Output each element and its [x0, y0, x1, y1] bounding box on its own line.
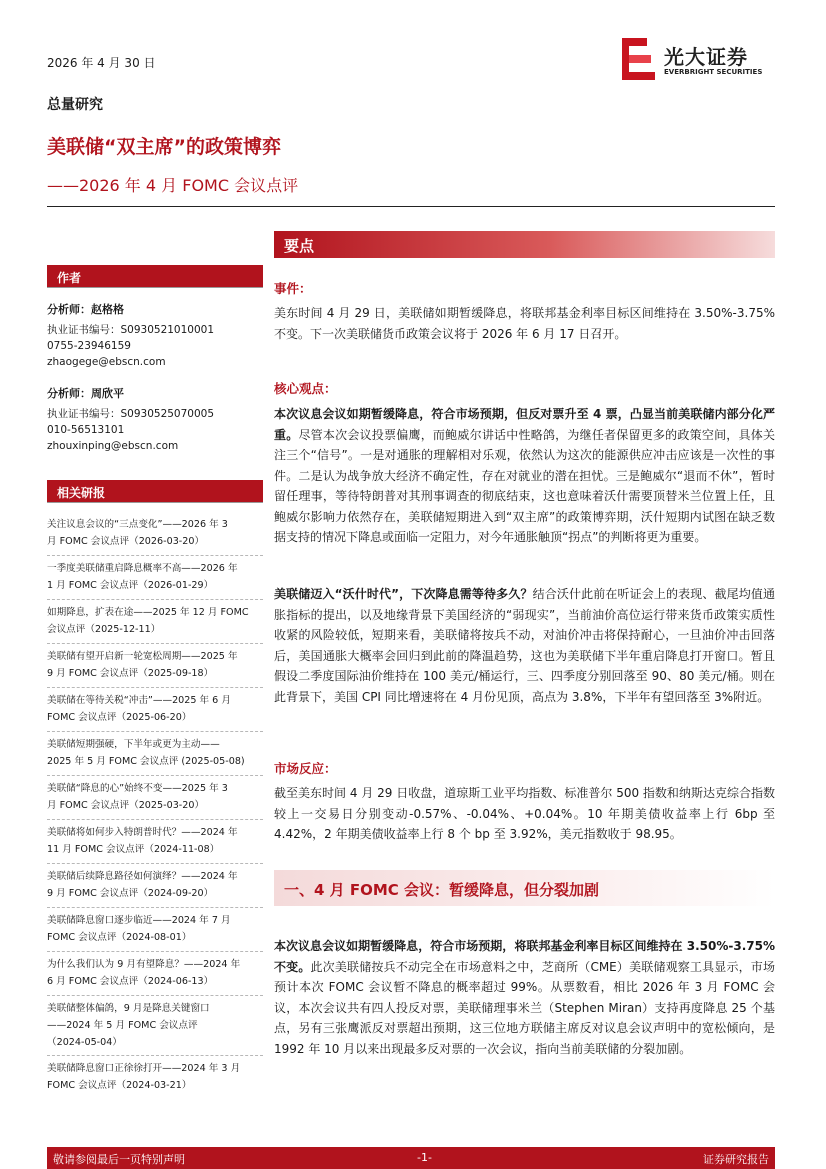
- research-link[interactable]: 美联储将如何步入特朗普时代？——2024 年 11 月 FOMC 会议点评（2024-11-08）: [47, 820, 263, 864]
- research-link[interactable]: 为什么我们认为 9 月有望降息？——2024 年 6 月 FOMC 会议点评（2024-06-13）: [47, 952, 263, 996]
- report-date: 2026 年 4 月 30 日: [47, 56, 156, 70]
- body-paragraph: [274, 936, 775, 1059]
- page-footer: [47, 1147, 775, 1169]
- logo-chinese-name: 光大证券: [664, 45, 748, 69]
- research-link[interactable]: 美联储降息窗口正徐徐打开——2024 年 3 月 FOMC 会议点评（2024-03-21）: [47, 1063, 241, 1091]
- report-subtitle: ——2026 年 4 月 FOMC 会议点评: [47, 176, 299, 195]
- core-views-lead: 本次议息会议如期暂缓降息，符合市场预期，但反对票升至 4 票，凸显当前美联储内部分化严重。: [274, 407, 775, 442]
- body-lead: 本次议息会议如期暂缓降息，符合市场预期，将联邦基金利率目标区间维持在 3.50%-3.75%不变。: [274, 939, 775, 974]
- page-number: -1-: [417, 1151, 432, 1164]
- analyst-name: 分析师：周欣平: [47, 387, 124, 400]
- footer-disclaimer: 敬请参阅最后一页特别声明: [53, 1153, 185, 1166]
- warsh-text: 结合沃什此前在听证会上的表现、截尾均值通胀指标的提出，以及地缘背景下美国经济的“弱现实”，当前油价高位运行带来货币政策实质性收紧的风险较低，短期来看，美联储将按兵不动，对油价冲击将保持耐心，一旦油价冲击回落后，美国通胀大概率会回归到此前的降温趋势，这也为美联储下半年重启降息打开窗口。暂且假设二季度国际油价维持在 100 美元/桶运行，三、四季度分别回落至 90、80 美元/桶。则在此背景下，美国 CPI 同比增速将在 4 月份见顶，高点为 3.8%，下半年有望回落至 3%附近。: [274, 587, 775, 704]
- company-logo: [618, 36, 778, 82]
- analyst-name: 分析师：赵格格: [47, 303, 124, 316]
- research-link[interactable]: 如期降息，扩表在途——2025 年 12 月 FOMC 会议点评（2025-12-11）: [47, 600, 263, 644]
- warsh-paragraph: [274, 584, 775, 707]
- analyst-card: [47, 386, 214, 454]
- research-link[interactable]: 美联储有望开启新一轮宽松周期——2025 年 9 月 FOMC 会议点评（2025-09-18）: [47, 644, 263, 688]
- research-link[interactable]: 一季度美联储重启降息概率不高——2026 年 1 月 FOMC 会议点评（2026-01-29）: [47, 556, 263, 600]
- footer-report-type: 证券研究报告: [703, 1153, 769, 1166]
- logo-english-name: EVERBRIGHT SECURITIES: [664, 68, 763, 76]
- core-views-text: 尽管本次会议投票偏鹰，而鲍威尔讲话中性略鸽，为继任者保留更多的政策空间，具体关注三个“信号”。一是对通胀的理解相对乐观，依然认为这次的能源供应冲击应该是一次性的事件。二是认为战争放大经济不确定性，存在对就业的潜在担忧。三是鲍威尔“退而不休”，暂时留任理事，等待特朗普对其刑事调查的彻底结束，这也意味着沃什需要顶替米兰位置上任，且鲍威尔影响力依然存在，美联储短期进入到“双主席”的政策博弈期，沃什短期内试图在缺乏数据支持的情况下降息或面临一定阻力，对今年通胀触顶“拐点”的判断将更为重要。: [274, 427, 775, 544]
- analyst-phone: 010-56513101: [47, 424, 125, 436]
- analyst-license: 执业证书编号：S0930521010001: [47, 324, 215, 336]
- research-link[interactable]: 美联储后续降息路径如何演绎？——2024 年 9 月 FOMC 会议点评（2024-09-20）: [47, 864, 263, 908]
- report-category: 总量研究: [47, 97, 103, 113]
- analyst-email[interactable]: zhouxinping@ebscn.com: [47, 440, 179, 452]
- research-link[interactable]: 美联储降息窗口逐步临近——2024 年 7 月 FOMC 会议点评（2024-08-01）: [47, 908, 263, 952]
- research-divider: [47, 502, 263, 503]
- report-title: 美联储“双主席”的政策博弈: [47, 136, 281, 158]
- research-link[interactable]: 美联储整体偏鸽，9 月是降息关键窗口 ——2024 年 5 月 FOMC 会议点评 （2024-05-04）: [47, 996, 263, 1056]
- analyst-license: 执业证书编号：S0930525070005: [47, 408, 215, 420]
- keypoints-header: 要点: [274, 231, 775, 258]
- core-views-paragraph: [274, 404, 775, 548]
- chapter-heading: [274, 870, 775, 906]
- related-research-list: [47, 512, 263, 1100]
- market-reaction-label: 市场反应：: [274, 761, 337, 776]
- body-text: 此次美联储按兵不动完全在市场意料之中，芝商所（CME）美联储观察工具显示，市场预计本次 FOMC 会议暂不降息的概率超过 99%。从票数看，相比 2026 年 3 月 FOMC 会议，本次会议共有四人投反对票，美联储理事米兰（Stephen Miran）支持再度降息 25 个基点，另有三张鹰派反对票超出预期，这三位地方联储主席反对议息会议声明中的宽松倾向，是 1992 年 10 月以来出现最多反对票的一次会议，指向当前美联储的分裂加剧。: [274, 959, 775, 1056]
- analyst-card: [47, 302, 214, 370]
- research-link[interactable]: 美联储在等待关税“冲击”——2025 年 6 月 FOMC 会议点评（2025-06-20）: [47, 688, 263, 732]
- related-research-header: 相关研报: [47, 480, 263, 502]
- event-label: 事件：: [274, 281, 312, 296]
- chapter-title: 一、4 月 FOMC 会议：暂缓降息，但分裂加剧: [284, 881, 600, 899]
- market-reaction-paragraph: 截至美东时间 4 月 29 日收盘，道琼斯工业平均指数、标准普尔 500 指数和纳斯达克综合指数较上一交易日分别变动-0.57%、-0.04%、+0.04%。10 年期美债收益率上行 6bp 至 4.42%，2 年期美债收益率上行 8 个 bp 至 3.92%，美元指数收于 98.95。: [274, 786, 775, 841]
- analyst-email[interactable]: zhaogege@ebscn.com: [47, 356, 166, 368]
- authors-divider: [47, 287, 263, 288]
- event-paragraph: 美东时间 4 月 29 日，美联储如期暂缓降息，将联邦基金利率目标区间维持在 3.50%-3.75%不变。下一次美联储货币政策会议将于 2026 年 6 月 17 日召开。: [274, 306, 775, 341]
- research-link[interactable]: 美联储短期强硬，下半年或更为主动—— 2025 年 5 月 FOMC 会议点评 (2025-05-08): [47, 732, 263, 776]
- warsh-lead: 美联储迈入“沃什时代”，下次降息需等待多久？: [274, 587, 533, 601]
- everbright-logo-icon: [618, 36, 658, 82]
- analyst-phone: 0755-23946159: [47, 340, 131, 352]
- research-link[interactable]: 美联储“降息的心”始终不变——2025 年 3 月 FOMC 会议点评（2025-03-20）: [47, 776, 263, 820]
- core-views-label: 核心观点：: [274, 381, 337, 396]
- title-divider: [47, 206, 775, 207]
- research-link[interactable]: 关注议息会议的“三点变化”——2026 年 3 月 FOMC 会议点评（2026-03-20）: [47, 512, 263, 556]
- authors-header: 作者: [47, 265, 263, 287]
